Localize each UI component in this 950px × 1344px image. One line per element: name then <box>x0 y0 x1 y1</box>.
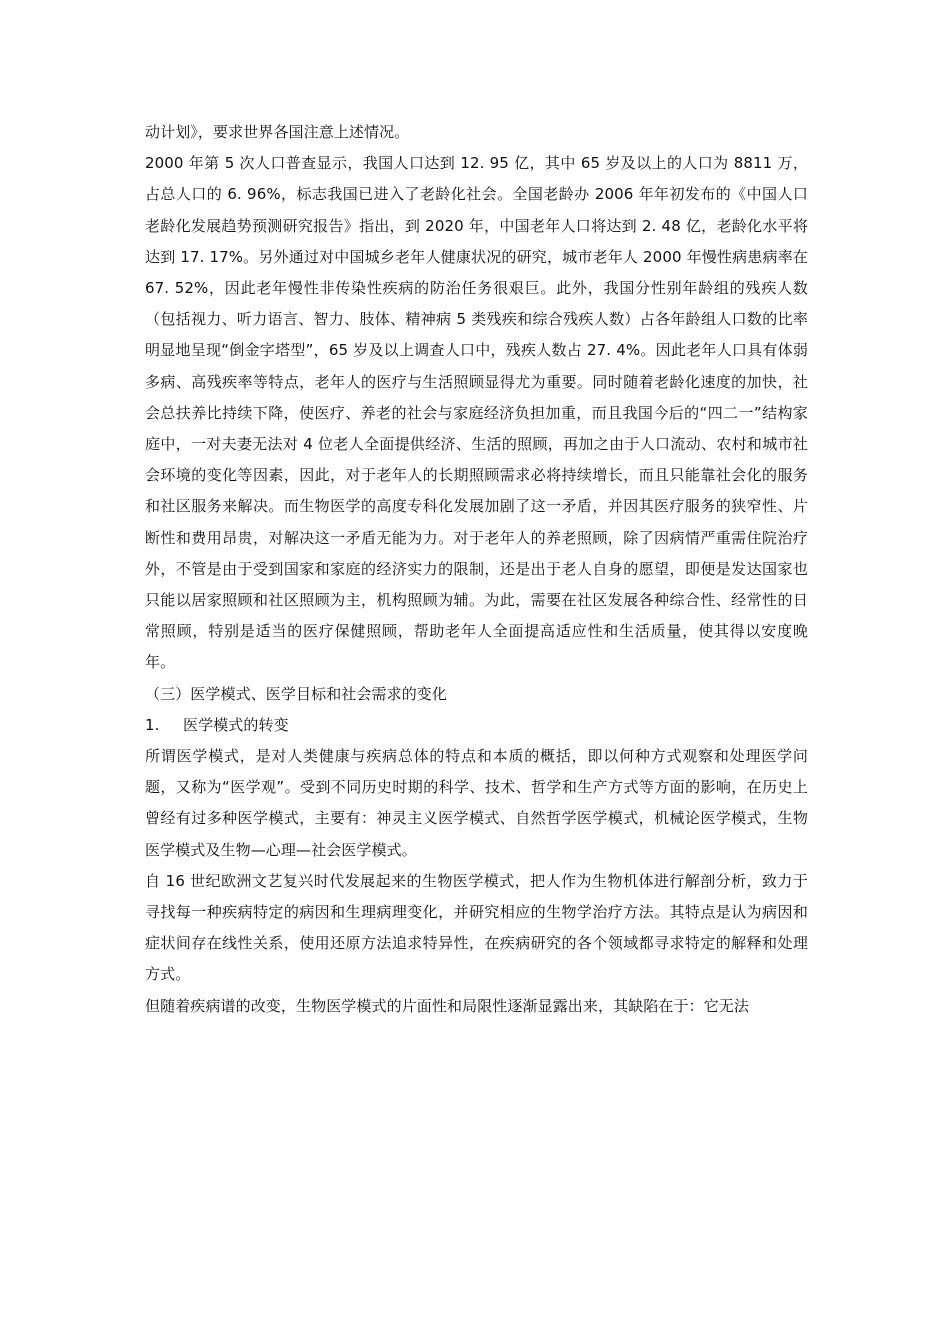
paragraph-biomedical-model: 自 16 世纪欧洲文艺复兴时代发展起来的生物医学模式，把人作为生物机体进行解剖分析，致力于寻找每一种疾病特定的病因和生理病理变化，并研究相应的生物学治疗方法。其特点是认为病因和症状间存在线性关系，使用还原方法追求特异性，在疾病研究的各个领域都寻求特定的解释和处理方式。 <box>145 871 808 984</box>
paragraph-aging-population: 2000 年第 5 次人口普查显示，我国人口达到 12. 95 亿，其中 65 岁及以上的人口为 8811 万，占总人口的 6. 96%，标志我国已进入了老龄化社会。全国老龄办 2006 年年初发布的《中国人口老龄化发展趋势预测研究报告》指出，到 2020 年，中国老年人口将达到 2. 48 亿，老龄化水平将达到 17. 17%。另外通过对中国城乡老年人健康状况的研究，城市老年人 2000 年慢性病患病率在 67. 52%，因此老年慢性非传染性疾病的防治任务很艰巨。此外，我国分性别年龄组的残疾人数（包括视力、听力语言、智力、肢体、精神病 5 类残疾和综合残疾人数）占各年龄组人口数的比率明显地呈现“倒金字塔型”，65 岁及以上调查人口中，残疾人数占 27. 4%。因此老年人口具有体弱多病、高残疾率等特点，老年人的医疗与生活照顾显得尤为重要。同时随着老龄化速度的加快，社会总扶养比持续下降，使医疗、养老的社会与家庭经济负担加重，而且我国今后的“四二一”结构家庭中，一对夫妻无法对 4 位老人全面提供经济、生活的照顾，再加之由于人口流动、农村和城市社会环境的变化等因素，因此，对于老年人的长期照顾需求必将持续增长，而且只能靠社会化的服务和社区服务来解决。而生物医学的高度专科化发展加剧了这一矛盾，并因其医疗服务的狭窄性、片断性和费用昂贵，对解决这一矛盾无能为力。对于老年人的养老照顾，除了因病情严重需住院治疗外，不管是由于受到国家和家庭的经济实力的限制，还是出于老人自身的愿望，即便是发达国家也只能以居家照顾和社区照顾为主，机构照顾为辅。为此，需要在社区发展各种综合性、经常性的日常照顾，特别是适当的医疗保健照顾，帮助老年人全面提高适应性和生活质量，使其得以安度晚年。 <box>145 154 808 672</box>
subheading-medical-model <box>145 710 808 741</box>
subheading-text: 医学模式的转变 <box>183 715 289 734</box>
subheading-number: 1. <box>145 715 160 734</box>
paragraph-limitations: 但随着疾病谱的改变，生物医学模式的片面性和局限性逐渐显露出来，其缺陷在于：它无法 <box>145 996 750 1015</box>
document-page <box>145 117 808 1022</box>
paragraph-continuation: 动计划》，要求世界各国注意上述情况。 <box>145 123 410 141</box>
section-heading: （三）医学模式、医学目标和社会需求的变化 <box>145 684 448 703</box>
paragraph-medical-model-definition: 所谓医学模式，是对人类健康与疾病总体的特点和本质的概括，即以何种方式观察和处理医学问题，又称为“医学观”。受到不同历史时期的科学、技术、哲学和生产方式等方面的影响，在历史上曾经有过多种医学模式，主要有：神灵主义医学模式、自然哲学医学模式，机械论医学模式，生物医学模式及生物—心理—社会医学模式。 <box>145 747 808 859</box>
